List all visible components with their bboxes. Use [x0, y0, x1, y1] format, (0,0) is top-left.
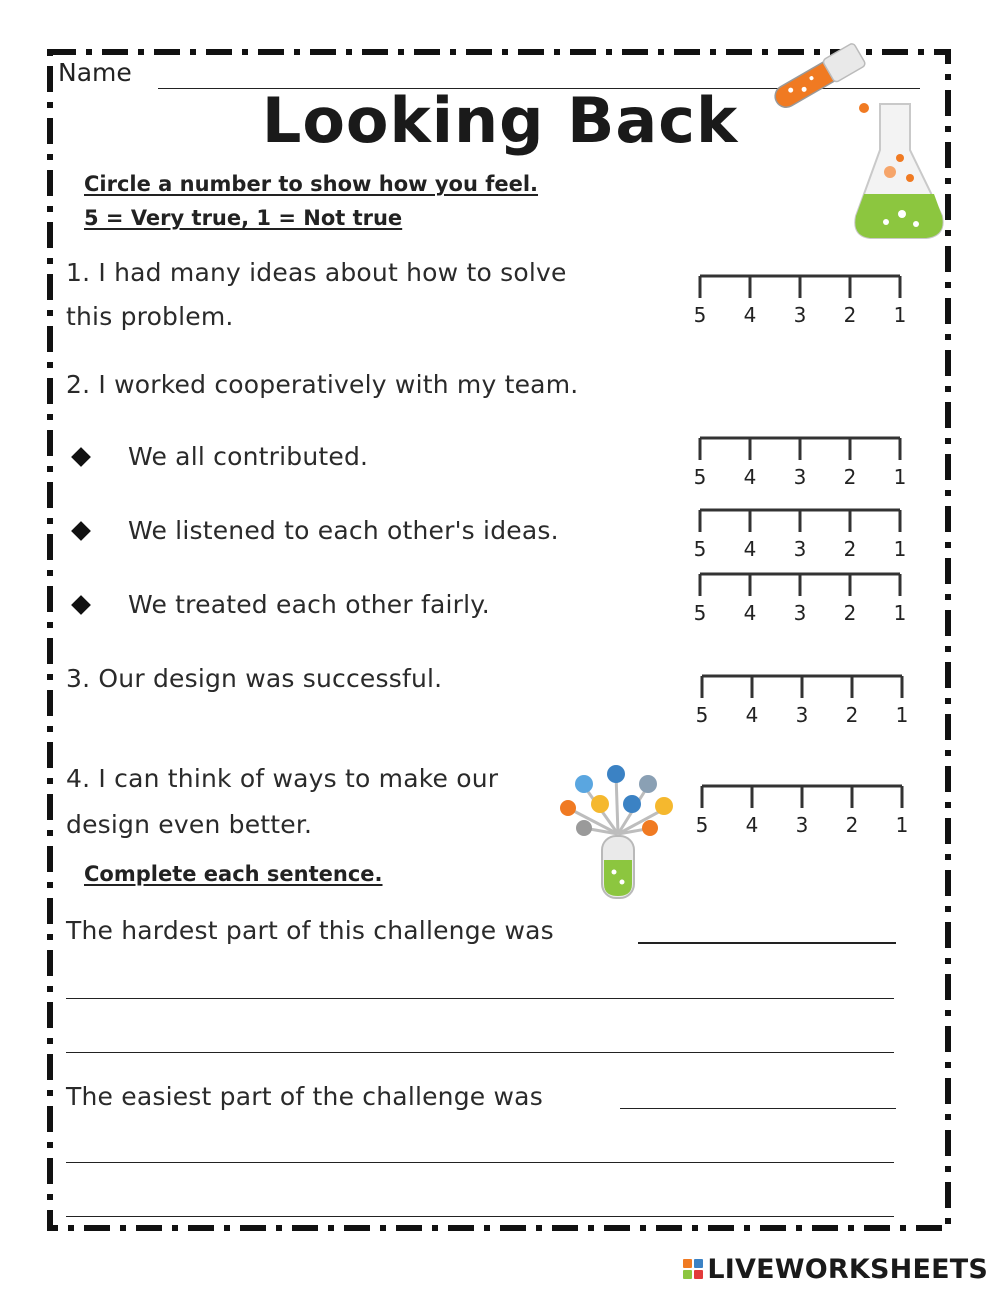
scale-option-3[interactable]: 3	[793, 465, 807, 489]
scale-option-3[interactable]: 3	[793, 303, 807, 327]
easiest-answer-line[interactable]	[620, 1108, 896, 1109]
brand-text: LIVEWORKSHEETS	[707, 1253, 988, 1285]
scale-option-4[interactable]: 4	[743, 601, 757, 625]
question-4-line-1: 4. I can think of ways to make our	[66, 764, 499, 793]
rating-scale-q2-b3[interactable]	[688, 570, 918, 630]
scale-option-5[interactable]: 5	[695, 813, 709, 837]
hardest-answer-line[interactable]	[66, 998, 894, 999]
scale-option-1[interactable]: 1	[893, 537, 907, 561]
question-2-bullet-1: We all contributed.	[128, 442, 369, 471]
easiest-answer-line[interactable]	[66, 1162, 894, 1163]
scale-option-3[interactable]: 3	[793, 537, 807, 561]
rating-scale-q2-b1[interactable]	[688, 434, 918, 494]
question-3: 3. Our design was successful.	[66, 664, 443, 693]
hardest-answer-line[interactable]	[66, 1052, 894, 1053]
rating-scale-q4[interactable]	[690, 782, 920, 842]
scale-option-1[interactable]: 1	[893, 601, 907, 625]
scale-option-2[interactable]: 2	[845, 813, 859, 837]
rating-scale-q2-b2[interactable]	[688, 506, 918, 566]
rating-scale-ruler	[688, 434, 918, 490]
scale-option-2[interactable]: 2	[843, 537, 857, 561]
question-4-line-2: design even better.	[66, 810, 313, 839]
rating-scale-ruler	[688, 272, 918, 328]
page-title: Looking Back	[261, 84, 739, 157]
scale-option-1[interactable]: 1	[893, 303, 907, 327]
scale-option-3[interactable]: 3	[793, 601, 807, 625]
rating-scale-ruler	[690, 672, 920, 728]
easiest-prompt: The easiest part of the challenge was	[66, 1082, 543, 1111]
question-1-line-1: 1. I had many ideas about how to solve	[66, 258, 567, 287]
question-2-bullet-3: We treated each other fairly.	[128, 590, 490, 619]
hardest-prompt: The hardest part of this challenge was	[66, 916, 554, 945]
scale-option-2[interactable]: 2	[845, 703, 859, 727]
brand-logo-icon	[683, 1259, 703, 1279]
question-2-bullet-2: We listened to each other's ideas.	[128, 516, 559, 545]
instruction-line-1: Circle a number to show how you feel.	[84, 172, 539, 196]
easiest-answer-line[interactable]	[66, 1216, 894, 1217]
scale-option-5[interactable]: 5	[693, 465, 707, 489]
name-label: Name	[58, 58, 132, 87]
scale-option-5[interactable]: 5	[695, 703, 709, 727]
instruction-line-2: 5 = Very true, 1 = Not true	[84, 206, 403, 230]
question-1-line-2: this problem.	[66, 302, 234, 331]
scale-option-1[interactable]: 1	[895, 703, 909, 727]
scale-option-4[interactable]: 4	[743, 303, 757, 327]
hardest-answer-line[interactable]	[638, 942, 896, 944]
scale-option-2[interactable]: 2	[843, 303, 857, 327]
scale-option-3[interactable]: 3	[795, 703, 809, 727]
scale-option-4[interactable]: 4	[745, 813, 759, 837]
rating-scale-ruler	[688, 570, 918, 626]
scale-option-1[interactable]: 1	[893, 465, 907, 489]
rating-scale-q1[interactable]	[688, 272, 918, 332]
scale-option-1[interactable]: 1	[895, 813, 909, 837]
scale-option-5[interactable]: 5	[693, 537, 707, 561]
scale-option-4[interactable]: 4	[745, 703, 759, 727]
stem-tube-icon	[556, 764, 680, 900]
scale-option-4[interactable]: 4	[743, 537, 757, 561]
scale-option-5[interactable]: 5	[693, 303, 707, 327]
scale-option-5[interactable]: 5	[693, 601, 707, 625]
rating-scale-ruler	[690, 782, 920, 838]
flask-icon	[850, 98, 950, 243]
complete-instruction: Complete each sentence.	[84, 862, 383, 886]
rating-scale-ruler	[688, 506, 918, 562]
rating-scale-q3[interactable]	[690, 672, 920, 732]
scale-option-4[interactable]: 4	[743, 465, 757, 489]
scale-option-3[interactable]: 3	[795, 813, 809, 837]
liveworksheets-logo	[683, 1253, 988, 1285]
scale-option-2[interactable]: 2	[843, 465, 857, 489]
scale-option-2[interactable]: 2	[843, 601, 857, 625]
question-2: 2. I worked cooperatively with my team.	[66, 370, 579, 399]
